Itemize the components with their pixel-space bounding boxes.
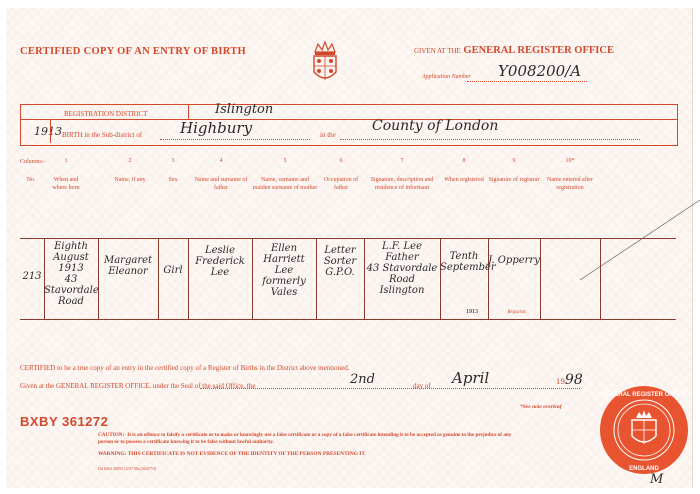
in-the-label: in the — [320, 131, 336, 139]
issue-day: 2nd — [350, 372, 375, 387]
clerk-initial: M — [650, 472, 664, 487]
column-headings: Columns:- 1 2 3 4 5 6 7 8 9 10* No. When and where born Name, if any Sex Name and surname of father Name, surname and maiden surname of mother Occupation of father Signature, description and residence of informant When registered Signature of registrar Name entered after registration — [20, 158, 593, 191]
warning-text: WARNING: THIS CERTIFICATE IS NOT EVIDENCE OF THE IDENTITY OF THE PERSON PRESENTING IT. — [98, 451, 366, 457]
serial-number: BXBY 361272 — [20, 414, 109, 429]
caution-text: CAUTION:- It is an offence to falsify a certificate or to make or knowingly use a false certificate or a copy of a false certificate intending it to be accepted as genuine to the prejudice of any person or to possess a certificate knowing it to be false without lawful authority. — [98, 432, 512, 445]
registrar-label: Registrar. — [507, 310, 527, 315]
sub-district-label: BIRTH in the Sub-district of — [62, 131, 143, 139]
registration-district-value: Islington — [215, 102, 274, 117]
issue-month: April — [452, 369, 490, 387]
entry-table — [20, 238, 676, 320]
given-statement: Given at the GENERAL REGISTER OFFICE, under the Seal of the said Office, the day of — [20, 382, 431, 390]
fold-line — [580, 200, 700, 280]
registration-district-label: REGISTRATION DISTRICT — [64, 110, 148, 118]
certified-statement: CERTIFIED to be a true copy of an entry in the certified copy of a Register of Births in the District above mentioned. — [20, 364, 350, 372]
seal-text: GENERAL REGISTER OFFICE — [601, 392, 687, 398]
entry-registrar: J. Opperry — [488, 255, 540, 266]
entry-occupation: Letter Sorter G.P.O. — [323, 245, 357, 278]
gro-seal-icon — [598, 384, 690, 476]
application-number-value: Y008200/A — [498, 62, 582, 80]
columns-label: Columns:- — [20, 159, 46, 165]
entry-informant: L.F. Lee Father 43 Stavordale Road Islington — [366, 241, 438, 296]
registration-year: 1913 — [34, 125, 62, 138]
entry-sex: Girl — [163, 265, 183, 276]
entry-number: 213 — [22, 271, 42, 282]
form-reference: Dd 8264 20094 12/97 Mx(2024753) — [98, 466, 157, 471]
entry-name: Margaret Eleanor — [103, 255, 153, 277]
royal-crest-icon — [306, 38, 344, 90]
seal-country: ENGLAND — [629, 466, 659, 472]
entry-mother: Ellen Harriett Lee formerly Vales — [262, 243, 306, 298]
issue-year: 1998 — [556, 372, 583, 388]
entry-when-where-born: Eighth August 1913 43 Stavordale Road — [44, 241, 99, 307]
application-number-line — [467, 81, 587, 82]
sub-district-value: Highbury — [180, 119, 253, 137]
given-at-header: GIVEN AT THE GENERAL REGISTER OFFICE — [414, 45, 614, 56]
county-value: County of London — [372, 118, 499, 134]
entry-when-registered: Tenth September — [440, 251, 496, 273]
entry-year-footer: 1913 — [466, 309, 478, 315]
see-note-overleaf: *See note overleaf — [520, 404, 562, 410]
certificate-title: CERTIFIED COPY OF AN ENTRY OF BIRTH — [20, 46, 247, 57]
entry-father: Leslie Frederick Lee — [195, 245, 245, 278]
application-number-label: Application Number — [422, 74, 471, 80]
